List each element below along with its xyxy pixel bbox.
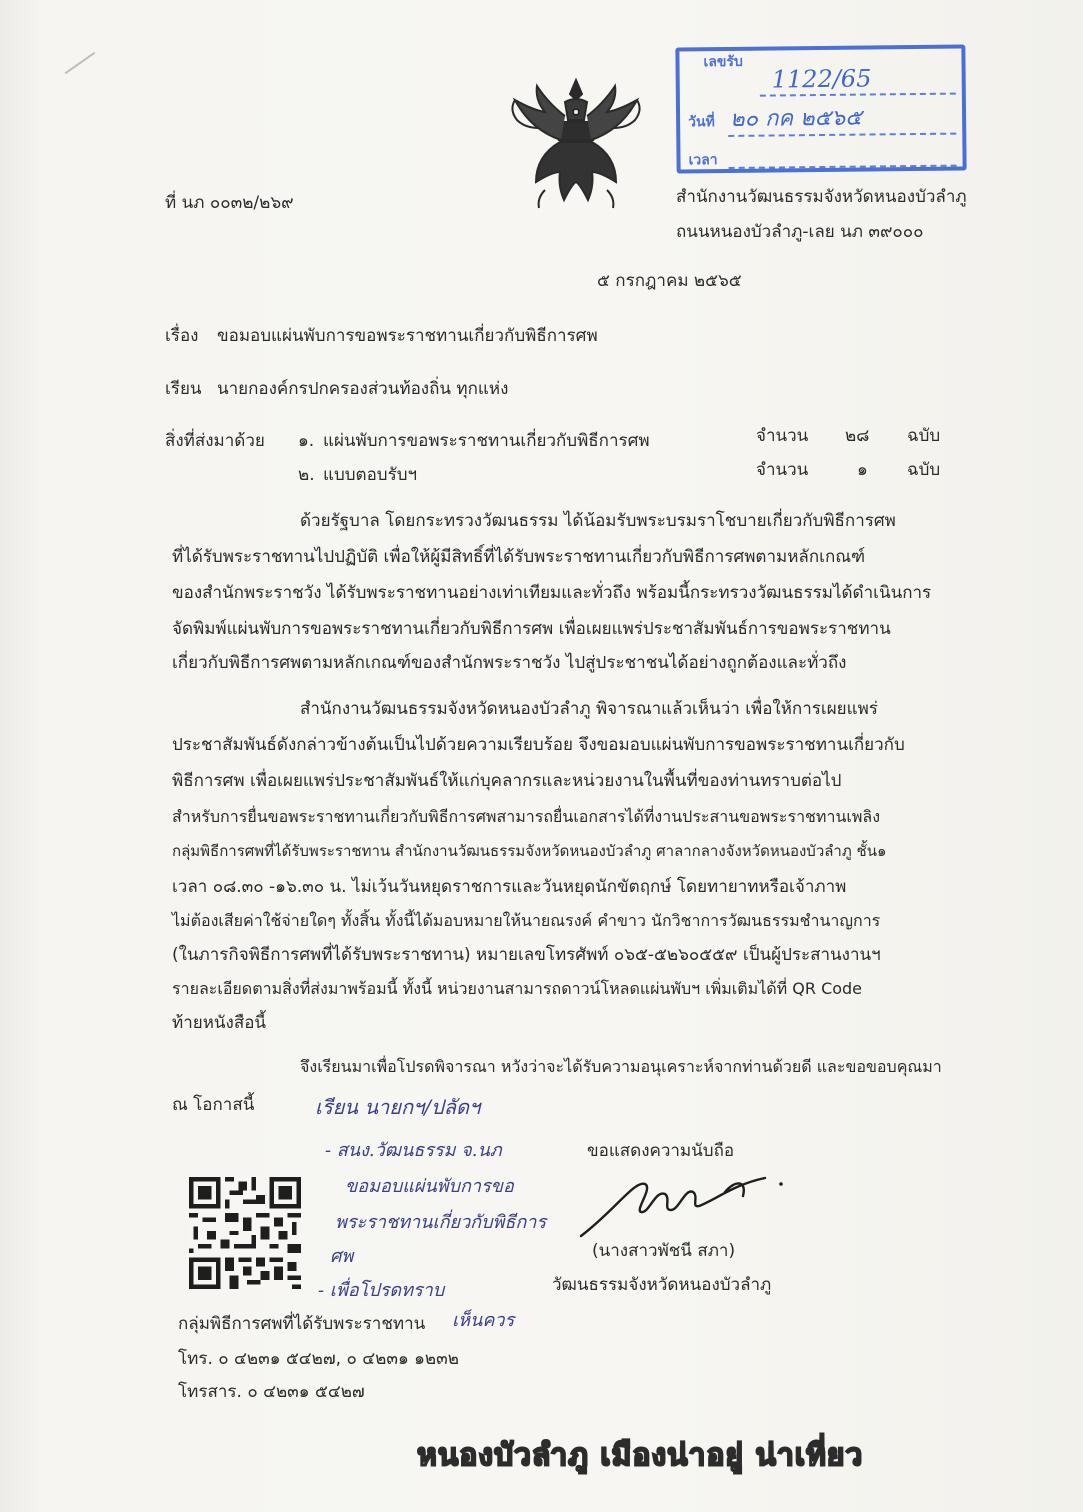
contact-phone: โทร. ๐ ๔๒๓๑ ๕๔๒๗, ๐ ๔๒๓๑ ๑๒๓๒ — [178, 1349, 459, 1369]
paragraph-1-line: ของสำนักพระราชวัง ได้รับพระราชทานอย่างเท่าเทียมและทั่วถึง พร้อมนี้กระทรวงวัฒนธรรมได้ดำเนินการ — [172, 583, 932, 603]
office-address: ถนนหนองบัวลำภู-เลย นภ ๓๙๐๐๐ — [676, 222, 924, 242]
garuda-emblem-icon — [505, 72, 647, 210]
to-text: นายกองค์กรปกครองส่วนท้องถิ่น ทุกแห่ง — [217, 379, 509, 399]
handwritten-note-line: - เพื่อโปรดทราบ — [318, 1280, 445, 1301]
stamp-date: ๒๐ กค ๒๕๖๕ — [729, 105, 862, 132]
signer-name: (นางสาวพัชนี สภา) — [592, 1241, 736, 1261]
paragraph-2-line: ท้ายหนังสือนี้ — [172, 1013, 267, 1033]
paragraph-2-line: พิธีการศพ เพื่อเผยแพร่ประชาสัมพันธ์ให้แก่บุคลากรและหน่วยงานในพื้นที่ของท่านทราบต่อไป — [172, 771, 842, 791]
enclosure-1-no: ๑. — [298, 431, 315, 451]
stamp-number: 1122/65 — [771, 64, 872, 94]
paragraph-2-line: รายละเอียดตามสิ่งที่ส่งมาพร้อมนี้ ทั้งนี้ หน่วยงานสามารถดาวน์โหลดแผ่นพับฯ เพิ่มเติมได้ที่ QR Code — [172, 979, 863, 998]
paragraph-2-line: ไม่ต้องเสียค่าใช้จ่ายใดๆ ทั้งสิ้น ทั้งนี้ได้มอบหมายให้นายณรงค์ คำขาว นักวิชาการวัฒนธรรมชำนาญการ — [172, 911, 881, 930]
enclosure-2-unit: ฉบับ — [907, 460, 941, 480]
closing-line: จึงเรียนมาเพื่อโปรดพิจารณา หวังว่าจะได้รับความอนุเคราะห์จากท่านด้วยดี และขอขอบคุณมา — [300, 1057, 942, 1076]
handwritten-note-line: ขอมอบแผ่นพับการขอ — [345, 1176, 514, 1197]
contact-fax: โทรสาร. ๐ ๔๒๓๑ ๕๔๒๗ — [178, 1382, 365, 1402]
document-number: ที่ นภ ๐๐๓๒/๒๖๙ — [165, 193, 294, 213]
subject-label: เรื่อง — [165, 326, 199, 346]
enclosure-1-text: แผ่นพับการขอพระราชทานเกี่ยวกับพิธีการศพ — [323, 431, 650, 451]
paragraph-2-line: กลุ่มพิธีการศพที่ได้รับพระราชทาน สำนักงานวัฒนธรรมจังหวัดหนองบัวลำภู ศาลากลางจังหวัดหนองบัวลำภู ชั้น๑ — [172, 842, 887, 860]
enclosure-2-no: ๒. — [298, 465, 315, 485]
province-slogan: หนองบัวลำภู เมืองน่าอยู่ น่าเที่ยว — [417, 1438, 864, 1473]
stamp-label-time: เวลา — [688, 152, 718, 169]
enclosure-2-qty: ๑ — [857, 460, 868, 480]
paper-mark — [65, 52, 96, 74]
to-label: เรียน — [165, 379, 202, 399]
qr-code-icon — [189, 1177, 301, 1289]
handwritten-note-line: เรียน นายกฯ/ปลัดฯ — [315, 1095, 481, 1119]
enclosure-1-qty: ๒๘ — [845, 426, 870, 446]
paragraph-1-line: จัดพิมพ์แผ่นพับการขอพระราชทานเกี่ยวกับพิธีการศพ เพื่อเผยแพร่ประชาสัมพันธ์การขอพระราชทาน — [172, 619, 891, 639]
signer-title: วัฒนธรรมจังหวัดหนองบัวลำภู — [552, 1275, 772, 1295]
paragraph-2-line: สำนักงานวัฒนธรรมจังหวัดหนองบัวลำภู พิจารณาแล้วเห็นว่า เพื่อให้การเผยแพร่ — [300, 699, 878, 719]
enclosure-1-unit: ฉบับ — [907, 426, 941, 446]
handwritten-note-line: ศพ — [330, 1246, 354, 1267]
subject-text: ขอมอบแผ่นพับการขอพระราชทานเกี่ยวกับพิธีการศพ — [217, 326, 598, 346]
closing-line-2: ณ โอกาสนี้ — [172, 1095, 255, 1115]
paragraph-1-line: ด้วยรัฐบาล โดยกระทรวงวัฒนธรรม ได้น้อมรับพระบรมราโชบายเกี่ยวกับพิธีการศพ — [300, 511, 896, 531]
paragraph-2-line: ประชาสัมพันธ์ดังกล่าวข้างต้นเป็นไปด้วยความเรียบร้อย จึงขอมอบแผ่นพับการขอพระราชทานเกี่ยวกับ — [172, 735, 905, 755]
signature-icon — [575, 1170, 790, 1242]
enclosure-label: สิ่งที่ส่งมาด้วย — [165, 431, 265, 451]
letter-date: ๕ กรกฎาคม ๒๕๖๕ — [597, 271, 742, 291]
enclosure-2-text: แบบตอบรับฯ — [323, 465, 418, 485]
paragraph-2-line: เวลา ๐๘.๓๐ -๑๖.๓๐ น. ไม่เว้นวันหยุดราชการและวันหยุดนักขัตฤกษ์ โดยทายาทหรือเจ้าภาพ — [172, 877, 847, 897]
paragraph-1-line: เกี่ยวกับพิธีการศพตามหลักเกณฑ์ของสำนักพระราชวัง ไปสู่ประชาชนได้อย่างถูกต้องและทั่วถึง — [172, 653, 847, 673]
enclosure-1-qty-label: จำนวน — [756, 426, 809, 446]
stamp-label-date: วันที่ — [688, 114, 715, 131]
handwritten-note-line: - สนง.วัฒนธรรม จ.นภ — [325, 1140, 502, 1161]
regards: ขอแสดงความนับถือ — [587, 1141, 735, 1161]
paragraph-2-line: (ในภารกิจพิธีการศพที่ได้รับพระราชทาน) หมายเลขโทรศัพท์ ๐๖๕-๕๒๖๐๕๕๙ เป็นผู้ประสานงานฯ — [172, 945, 881, 965]
handwritten-note-line: พระราชทานเกี่ยวกับพิธีการ — [335, 1212, 547, 1233]
paragraph-1-line: ที่ได้รับพระราชทานไปปฏิบัติ เพื่อให้ผู้มีสิทธิ์ที่ได้รับพระราชทานเกี่ยวกับพิธีการศพตามหลักเกณฑ์ — [172, 547, 866, 567]
stamp-label-number: เลขรับ — [703, 53, 743, 71]
handwritten-note-line: เห็นควร — [452, 1310, 515, 1331]
enclosure-2-qty-label: จำนวน — [756, 460, 809, 480]
contact-group: กลุ่มพิธีการศพที่ได้รับพระราชทาน — [178, 1314, 426, 1334]
office-name: สำนักงานวัฒนธรรมจังหวัดหนองบัวลำภู — [676, 187, 967, 207]
receiving-stamp — [675, 44, 966, 173]
paragraph-2-line: สำหรับการยื่นขอพระราชทานเกี่ยวกับพิธีการศพสามารถยื่นเอกสารได้ที่งานประสานขอพระราชทานเพลิง — [172, 807, 881, 826]
